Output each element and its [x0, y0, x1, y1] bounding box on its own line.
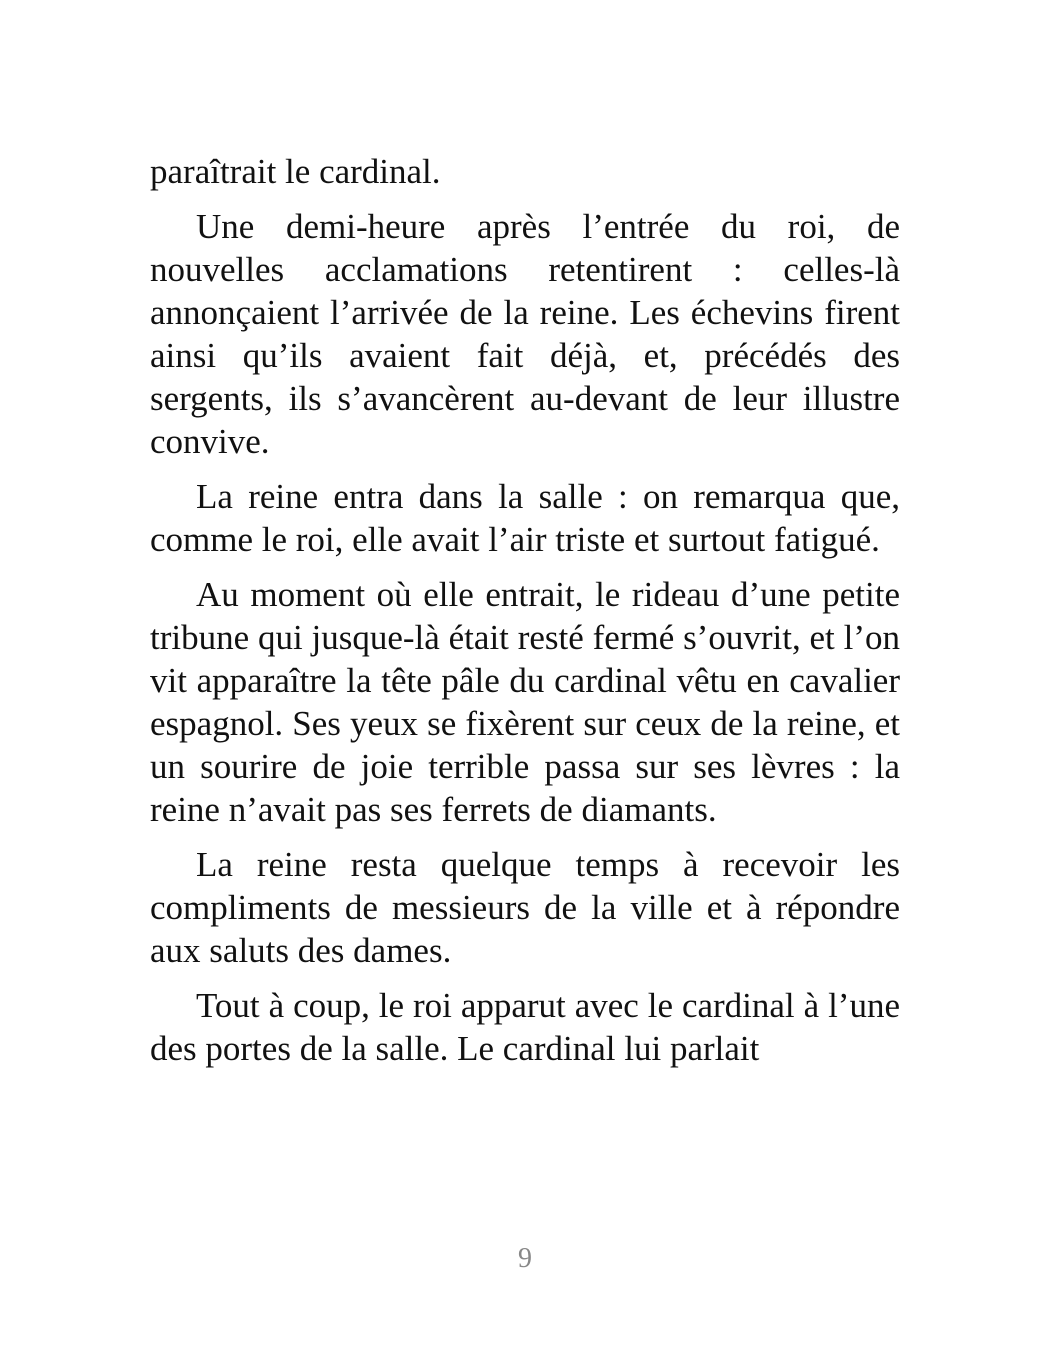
paragraph-last: Tout à coup, le roi apparut avec le cardinal à l’une des portes de la salle. Le cardinal lui parlait [150, 986, 900, 1068]
page-body [150, 150, 900, 1082]
paragraph: Une demi-heure après l’entrée du roi, de nouvelles acclamations retentirent : celles-là annonçaient l’arrivée de la reine. Les échevins firent ainsi qu’ils avaient fait déjà, et, précédés des sergents, ils s’avancèrent au-devant de leur illustre convive. [150, 207, 900, 461]
paragraph: La reine entra dans la salle : on remarqua que, comme le roi, elle avait l’air triste et surtout fatigué. [150, 477, 900, 559]
paragraph-continuation: paraîtrait le cardinal. [150, 152, 441, 191]
paragraph: La reine resta quelque temps à recevoir les compliments de messieurs de la ville et à répondre aux saluts des dames. [150, 845, 900, 970]
page-number: 9 [518, 1243, 532, 1274]
paragraph: Au moment où elle entrait, le rideau d’une petite tribune qui jusque-là était resté fermé s’ouvrit, et l’on vit apparaître la tête pâle du cardinal vêtu en cavalier espagnol. Ses yeux se fixèrent sur ceux de la reine, et un sourire de joie terrible passa sur ses lèvres : la reine n’avait pas ses ferrets de diamants. [150, 575, 900, 829]
